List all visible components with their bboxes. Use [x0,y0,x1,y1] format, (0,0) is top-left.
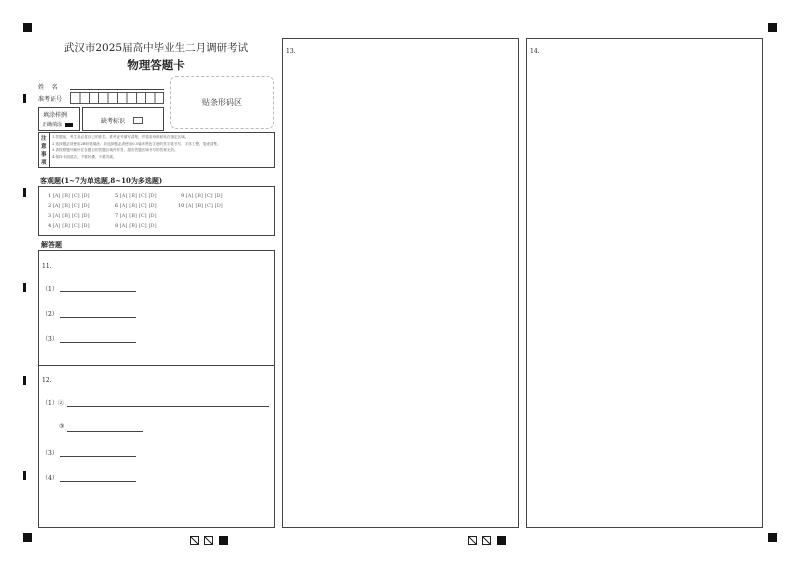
q12-part-4-answer-line[interactable] [60,481,136,482]
barcode-label: 贴条形码区 [202,98,242,107]
option-d[interactable]: [D] [148,203,157,209]
alignment-mark [468,536,477,545]
option-b[interactable]: [B] [195,203,204,209]
q12-part-label: （4） [42,475,58,482]
option-b[interactable]: [B] [62,213,70,219]
option-a[interactable]: [A] [119,203,128,209]
option-c[interactable]: [C] [138,203,147,209]
side-mark [23,283,26,292]
q11-part-3-answer-line[interactable] [60,342,136,343]
option-a[interactable]: [A] [52,223,61,229]
question-number: 7 [115,213,119,219]
objective-question-5[interactable] [115,193,159,199]
option-d[interactable]: [D] [148,223,157,229]
alignment-mark [190,536,199,545]
q11-part-label: （2） [42,311,58,318]
alignment-mark [204,536,213,545]
barcode-area [170,76,274,129]
option-a[interactable]: [A] [52,213,61,219]
side-mark [23,94,26,103]
q11-part-label: （3） [42,336,58,343]
option-a[interactable]: [A] [52,193,61,199]
objective-question-3[interactable] [48,213,92,219]
option-c[interactable]: [C] [138,223,147,229]
exam-title: 武汉市2025届高中毕业生二月调研考试 [63,42,249,54]
q12-part-label: （1）② [42,400,64,407]
option-a[interactable]: [A] [52,203,61,209]
question-number: 5 [115,193,119,199]
fill-sample-label: 填涂样例 [43,112,68,119]
q12-part-label: （3） [42,450,58,457]
q11-part-1-answer-line[interactable] [60,291,136,292]
objective-question-9[interactable] [181,193,225,199]
objective-question-10[interactable] [178,203,225,209]
question-12-number: 12. [42,377,52,384]
option-c[interactable]: [C] [71,213,80,219]
notes-list [52,134,272,160]
option-a[interactable]: [A] [185,193,194,199]
objective-question-4[interactable] [48,223,92,229]
note-item: 3.请按照题号顺序在各题目的答题区域内作答，超出答题区域书写的答案无效。 [52,148,178,152]
q12-part-label: ③ [59,423,65,430]
question-number: 1 [48,193,52,199]
q12-part-3-answer-line[interactable] [60,456,136,457]
alignment-mark [219,536,228,545]
question-13-number: 13. [286,48,296,55]
option-c[interactable]: [C] [205,203,213,209]
option-c[interactable]: [C] [138,193,147,199]
question-14-box[interactable] [526,38,763,528]
q12-part-2-answer-line[interactable] [67,431,143,432]
name-field[interactable] [70,89,164,90]
option-c[interactable]: [C] [71,223,80,229]
option-a[interactable]: [A] [119,213,128,219]
question-number: 4 [48,223,52,229]
corner-mark-bottom-right [768,533,777,542]
option-b[interactable]: [B] [62,203,70,209]
question-number: 9 [181,193,185,199]
option-a[interactable]: [A] [185,203,194,209]
subjective-title: 解答题 [41,240,62,249]
objective-title: 客观题(1~7为单选题,8~10为多选题) [40,176,163,185]
fill-sample-mark [65,123,73,127]
option-a[interactable]: [A] [119,223,128,229]
name-label: 姓 名 [38,84,58,91]
exam-id-grid[interactable] [70,92,164,104]
option-b[interactable]: [B] [129,193,137,199]
option-c[interactable]: [C] [204,193,213,199]
question-number: 6 [115,203,119,209]
objective-question-1[interactable] [48,193,92,199]
objective-question-8[interactable] [115,223,159,229]
side-mark [23,376,26,385]
note-item: 4.保持卡面清洁，不要折叠，不要弄破。 [52,154,117,159]
question-11-box[interactable] [38,250,275,366]
correct-fill-label: 正确填涂 [42,122,63,128]
objective-question-7[interactable] [115,213,159,219]
option-b[interactable]: [B] [129,223,137,229]
notes-box [38,132,275,168]
corner-mark-top-left [23,23,32,32]
side-mark [23,471,26,480]
absent-checkbox[interactable] [133,117,143,124]
option-b[interactable]: [B] [62,223,70,229]
question-13-box[interactable] [282,38,519,528]
option-b[interactable]: [B] [195,193,203,199]
option-d[interactable]: [D] [81,203,90,209]
option-b[interactable]: [B] [129,213,137,219]
option-d[interactable]: [D] [214,203,223,209]
fill-sample-box [38,107,80,131]
option-d[interactable]: [D] [81,223,90,229]
question-number: 2 [48,203,52,209]
corner-mark-top-right [768,23,777,32]
objective-question-6[interactable] [115,203,159,209]
alignment-mark [497,536,506,545]
question-number: 3 [48,213,52,219]
option-d[interactable]: [D] [81,213,90,219]
option-c[interactable]: [C] [138,213,147,219]
question-number: 8 [115,223,119,229]
card-subtitle: 物理答题卡 [127,58,185,72]
question-14-number: 14. [530,48,540,55]
absent-box [82,107,164,131]
q11-part-2-answer-line[interactable] [60,317,136,318]
option-b[interactable]: [B] [129,203,137,209]
alignment-mark [482,536,491,545]
q12-part-1-answer-line[interactable] [67,406,269,407]
corner-mark-bottom-left [23,533,32,542]
note-item: 1.答题前，考生务必将自己的姓名、准考证号填写清楚，并将条形码粘贴在指定区域。 [52,135,189,139]
question-12-box[interactable] [38,365,275,528]
exam-id-label: 准考证号 [38,96,63,103]
option-c[interactable]: [C] [71,193,80,199]
question-number: 10 [178,203,185,209]
option-b[interactable]: [B] [62,193,70,199]
option-c[interactable]: [C] [71,203,80,209]
objective-question-2[interactable] [48,203,92,209]
option-d[interactable]: [D] [214,193,223,199]
q11-part-label: （1） [42,286,58,293]
option-d[interactable]: [D] [148,213,157,219]
side-mark [23,188,26,197]
notes-title: 注意事项 [41,136,47,166]
absent-label: 缺考标识 [101,118,126,125]
option-d[interactable]: [D] [81,193,90,199]
notes-divider [49,133,50,167]
option-a[interactable]: [A] [119,193,128,199]
option-d[interactable]: [D] [148,193,157,199]
question-11-number: 11. [42,263,52,270]
note-item: 2.选择题必须使用2B铅笔填涂；非选择题必须使用0.5毫米黑色字迹的签字笔书写，字体工整，笔迹清楚。 [52,141,221,146]
